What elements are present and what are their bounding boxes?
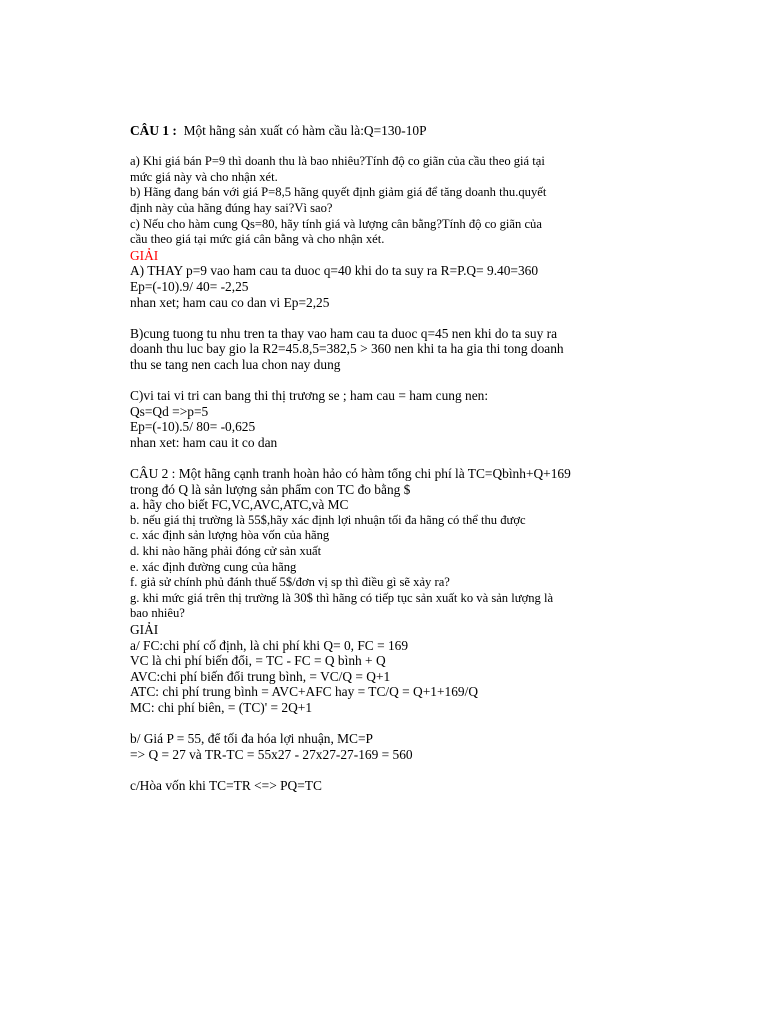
question-2-solution-heading: GIẢI bbox=[130, 622, 159, 637]
question-2-answer-b-line: => Q = 27 và TR-TC = 55x27 - 27x27-27-169 = 560 bbox=[130, 746, 413, 762]
question-1-part-line: định này của hãng đúng hay sai?Vì sao? bbox=[130, 200, 333, 215]
question-1-answer-c-line: nhan xet: ham cau it co dan bbox=[130, 434, 278, 450]
question-1-part-line: c) Nếu cho hàm cung Qs=80, hãy tính giá và lượng cân bằng?Tính độ co giãn của bbox=[130, 216, 542, 231]
question-2-answer-a-line: MC: chi phí biên, = (TC)' = 2Q+1 bbox=[130, 699, 313, 715]
question-1-text: Một hãng sản xuất có hàm cầu là:Q=130-10P bbox=[183, 123, 427, 138]
question-2-line: b. nếu giá thị trường là 55$,hãy xác định lợi nhuận tối đa hãng có thể thu được bbox=[130, 512, 526, 527]
question-2-answer-a-line: ATC: chi phí trung bình = AVC+AFC hay = TC/Q = Q+1+169/Q bbox=[130, 684, 478, 700]
question-1-answer-c-line: Ep=(-10).5/ 80= -0,625 bbox=[130, 419, 256, 435]
document-page bbox=[130, 123, 610, 794]
question-1-part-line: a) Khi giá bán P=9 thì doanh thu là bao nhiêu?Tính độ co giãn của cầu theo giá tại bbox=[130, 154, 545, 169]
question-2-line: d. khi nào hãng phải đóng cử sản xuất bbox=[130, 544, 322, 559]
question-2-answer-a-line: VC là chi phí biến đổi, = TC - FC = Q bình + Q bbox=[130, 653, 386, 669]
question-1-title bbox=[130, 123, 610, 139]
question-2-answer-b-line: b/ Giá P = 55, để tối đa hóa lợi nhuận, MC=P bbox=[130, 731, 373, 747]
question-2-answer-a-line: AVC:chi phí biến đổi trung bình, = VC/Q = Q+1 bbox=[130, 668, 391, 684]
question-2-line: c. xác định sản lượng hòa vốn của hãng bbox=[130, 528, 330, 543]
question-1-answer-b-line: doanh thu luc bay gio la R2=45.8,5=382,5 > 360 nen khi ta ha gia thi tong doanh bbox=[130, 341, 564, 357]
question-1-answer-b-line: B)cung tuong tu nhu tren ta thay vao ham cau ta duoc q=45 nen khi do ta suy ra bbox=[130, 325, 558, 341]
question-1-answer-c-line: C)vi tai vi tri can bang thi thị trương se ; ham cau = ham cung nen: bbox=[130, 388, 489, 404]
question-1-answer-a-line: nhan xet; ham cau co dan vi Ep=2,25 bbox=[130, 294, 330, 310]
question-2-answer-c-line: c/Hòa vốn khi TC=TR <=> PQ=TC bbox=[130, 777, 322, 793]
question-2-line: g. khi mức giá trên thị trường là 30$ thì hãng có tiếp tục sản xuất ko và sản lượng là bbox=[130, 590, 554, 605]
question-1-answer-a-line: A) THAY p=9 vao ham cau ta duoc q=40 khi do ta suy ra R=P.Q= 9.40=360 bbox=[130, 263, 539, 279]
question-1-part-line: b) Hãng đang bán với giá P=8,5 hãng quyết định giảm giá để tăng doanh thu.quyết bbox=[130, 185, 547, 200]
question-2-line: trong đó Q là sản lượng sản phẩm con TC đo bằng $ bbox=[130, 481, 411, 497]
question-2-line: CÂU 2 : Một hãng cạnh tranh hoàn hảo có hàm tổng chi phí là TC=Qbình+Q+169 bbox=[130, 466, 571, 482]
question-2-line: a. hãy cho biết FC,VC,AVC,ATC,và MC bbox=[130, 497, 349, 513]
question-1-answer-c-line: Qs=Qd =>p=5 bbox=[130, 403, 209, 419]
question-2-line: e. xác định đường cung của hãng bbox=[130, 559, 297, 574]
question-1-part-line: cầu theo giá tại mức giá cân bằng và cho nhận xét. bbox=[130, 232, 385, 247]
question-1-solution-heading: GIẢI bbox=[130, 247, 159, 263]
question-2-line: bao nhiêu? bbox=[130, 606, 185, 621]
question-2-line: f. giả sử chính phủ đánh thuế 5$/đơn vị sp thì điều gì sẽ xảy ra? bbox=[130, 575, 450, 590]
question-1-part-line: mức giá này và cho nhận xét. bbox=[130, 169, 278, 184]
question-1-label: CÂU 1 : bbox=[130, 123, 177, 138]
question-1-answer-b-line: thu se tang nen cach lua chon nay dung bbox=[130, 356, 341, 372]
question-2-answer-a-line: a/ FC:chi phí cố định, là chi phí khi Q= 0, FC = 169 bbox=[130, 637, 409, 653]
question-1-answer-a-line: Ep=(-10).9/ 40= -2,25 bbox=[130, 278, 249, 294]
